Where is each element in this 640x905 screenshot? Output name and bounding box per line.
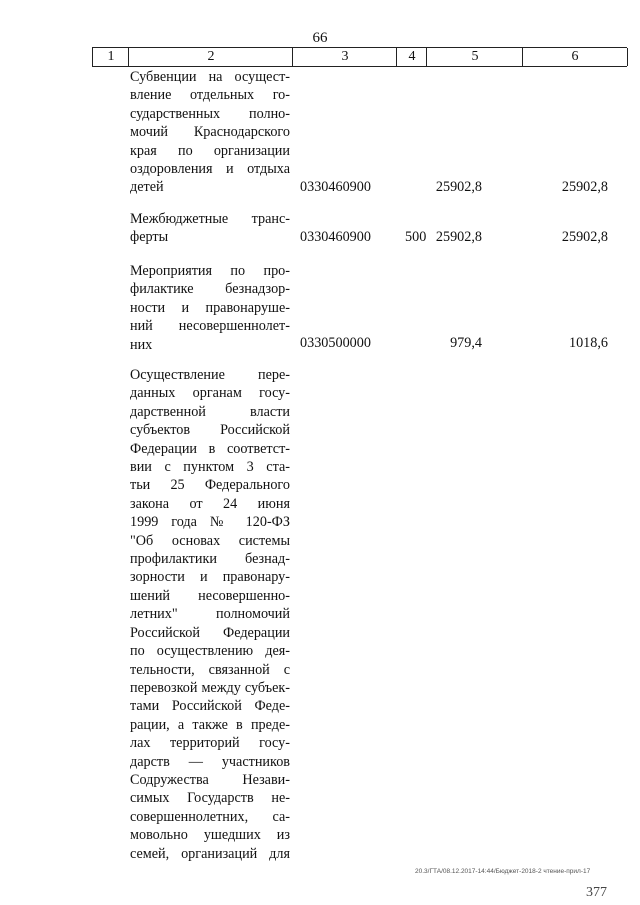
row-description — [130, 68, 290, 197]
row-value-6: 25902,8 — [561, 229, 608, 245]
header-col-5: 5 — [426, 48, 523, 66]
description-line: 1999 года № 120-ФЗ — [130, 514, 290, 531]
row-description — [130, 210, 290, 247]
description-line: тельности, связанной с — [130, 661, 290, 678]
description-line: рации, а также в преде- — [130, 716, 290, 733]
description-line: симых Государств не- — [130, 790, 290, 807]
description-line: сударственных полно- — [130, 105, 290, 122]
description-line: тами Российской Феде- — [130, 698, 290, 715]
footer-note: 20.3/ГТА/08.12.2017-14:44/Бюджет-2018-2 чтение-прил-17 — [415, 868, 591, 875]
row-description — [130, 262, 290, 354]
description-line: них — [130, 336, 153, 353]
table-header-row — [92, 47, 627, 67]
header-col-1: 1 — [92, 48, 129, 66]
row-value-5: 979,4 — [450, 335, 482, 351]
description-line: шений несовершенно- — [130, 587, 290, 604]
description-line: профилактики безнад- — [130, 551, 290, 568]
description-line: летних" полномочий — [130, 606, 290, 623]
page-number: 66 — [312, 30, 328, 46]
description-line: ний несовершеннолет- — [130, 318, 290, 335]
description-line: Межбюджетные транс- — [130, 211, 290, 227]
description-line: Осуществление пере- — [130, 367, 290, 383]
description-line: "Об основах системы — [130, 532, 290, 549]
description-line: Российской Федерации — [130, 624, 290, 641]
description-line: семей, организаций для — [130, 845, 290, 862]
description-line: филактике безнадзор- — [130, 281, 290, 298]
description-line: оздоровления и отдыха — [130, 161, 290, 178]
corner-page-number: 377 — [586, 885, 607, 900]
description-line: закона от 24 июня — [130, 495, 290, 512]
row-code: 0330500000 — [300, 335, 371, 351]
row-value-6: 1018,6 — [568, 335, 608, 351]
row-value-5: 25902,8 — [435, 229, 482, 245]
description-line: совершеннолетних, са- — [130, 808, 290, 825]
description-line: перевозкой между субъек- — [130, 679, 290, 696]
description-line: дарств — участников — [130, 753, 290, 770]
row-kind: 500 — [405, 229, 427, 245]
row-value-5: 25902,8 — [435, 179, 482, 195]
description-line: Мероприятия по про- — [130, 263, 290, 279]
header-col-6: 6 — [522, 48, 628, 66]
description-line: Субвенции на осущест- — [130, 69, 290, 85]
description-line: Федерации в соответст- — [130, 440, 290, 457]
description-line: данных органам госу- — [130, 385, 290, 402]
description-line: субъектов Российской — [130, 422, 290, 439]
description-line: тьи 25 Федерального — [130, 477, 290, 494]
row-code: 0330460900 — [300, 179, 371, 195]
description-line: зорности и правонару- — [130, 569, 290, 586]
description-line: ферты — [130, 229, 169, 246]
description-line: мовольно ушедших из — [130, 827, 290, 844]
header-col-2: 2 — [128, 48, 293, 66]
row-code: 0330460900 — [300, 229, 371, 245]
description-line: вление отдельных го- — [130, 87, 290, 104]
description-line: по осуществлению дея- — [130, 643, 290, 660]
row-description — [130, 366, 290, 863]
header-col-4: 4 — [396, 48, 427, 66]
description-line: лах территорий госу- — [130, 735, 290, 752]
description-line: ности и правонаруше- — [130, 299, 290, 316]
description-line: Содружества Незави- — [130, 771, 290, 788]
description-line: мочий Краснодарского — [130, 124, 290, 141]
row-value-6: 25902,8 — [561, 179, 608, 195]
description-line: края по организации — [130, 142, 290, 159]
header-col-3: 3 — [292, 48, 397, 66]
description-line: детей — [130, 179, 164, 196]
description-line: дарственной власти — [130, 403, 290, 420]
description-line: вии с пунктом 3 ста- — [130, 459, 290, 476]
